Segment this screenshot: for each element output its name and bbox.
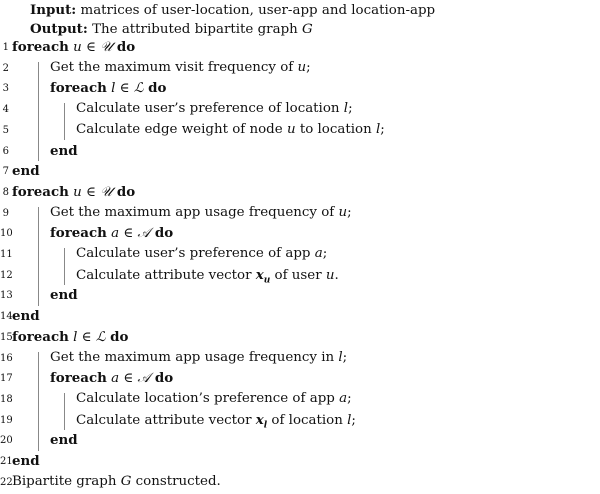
keyword: do (150, 225, 174, 242)
line-number: 16 (0, 352, 13, 364)
line-text (50, 80, 166, 96)
line-text (12, 163, 40, 179)
text: ; (322, 246, 328, 261)
math-symbol: u (68, 184, 82, 200)
input-label: Input: (30, 2, 77, 18)
math-symbol: G (120, 473, 132, 489)
text: ∈ (119, 371, 138, 387)
text: Calculate edge weight of node (76, 121, 287, 137)
text: ; (347, 204, 352, 220)
math-symbol: l (68, 329, 78, 345)
block-indent-line (64, 103, 65, 140)
math-symbol: x (255, 266, 264, 283)
line-number: 19 (0, 414, 13, 426)
keyword: do (112, 39, 136, 55)
text: Calculate user’s preference of location (76, 101, 344, 117)
output-var: G (302, 22, 313, 37)
line-text (50, 432, 78, 448)
keyword: end (12, 308, 40, 325)
text: ∈ (81, 184, 101, 200)
keyword: end (12, 163, 40, 180)
math-symbol: u (286, 121, 296, 137)
text: of user (270, 267, 326, 283)
text: Get the maximum visit frequency of (50, 59, 298, 75)
line-text (50, 60, 311, 75)
line-number: 22 (0, 476, 13, 488)
line-number: 4 (2, 104, 9, 116)
input-text: matrices of user-location, user-app and location-app (80, 3, 436, 18)
text: of location (267, 412, 348, 428)
line-text (50, 225, 173, 241)
line-number: 8 (2, 186, 9, 198)
line-text (50, 143, 78, 159)
block-indent-line (64, 248, 65, 285)
line-number: 17 (0, 373, 13, 385)
math-symbol: ℒ (95, 329, 106, 345)
text: . (334, 267, 339, 283)
text: ∈ (77, 329, 96, 345)
block-indent-line (38, 207, 39, 307)
text: constructed. (131, 473, 221, 489)
math-symbol: a (339, 390, 348, 406)
text: Calculate location’s preference of app (76, 390, 340, 406)
line-number: 5 (2, 124, 9, 136)
line-number: 2 (2, 62, 9, 74)
text: ; (347, 390, 352, 406)
line-text (12, 453, 40, 469)
keyword: do (143, 80, 167, 97)
line-text (12, 474, 221, 489)
line-number: 18 (0, 393, 13, 405)
output-label: Output: (30, 21, 88, 37)
text: ∈ (119, 226, 138, 242)
math-symbol: a (314, 246, 323, 261)
math-symbol: u (263, 275, 271, 286)
keyword: foreach (50, 370, 107, 387)
math-symbol: u (325, 267, 335, 283)
keyword: do (112, 183, 136, 200)
text: Calculate attribute vector (76, 412, 256, 428)
block-indent-line (64, 393, 65, 430)
line-text (50, 370, 173, 386)
text: ; (380, 121, 385, 137)
text: Calculate attribute vector (76, 267, 256, 283)
line-number: 21 (0, 456, 13, 467)
math-symbol: ℒ (133, 81, 144, 97)
math-symbol: 𝒰 (100, 184, 113, 200)
algorithm-input (30, 2, 435, 18)
math-symbol: u (338, 204, 348, 220)
keyword: end (50, 432, 78, 449)
output-text: The attributed bipartite graph (92, 22, 303, 37)
text: Bipartite graph (12, 473, 121, 489)
text: ; (348, 101, 353, 117)
line-number: 3 (2, 83, 9, 95)
math-symbol: u (68, 40, 82, 55)
math-symbol: a (106, 226, 120, 242)
text: ; (306, 59, 311, 75)
line-number: 11 (0, 249, 13, 260)
line-text (76, 122, 385, 137)
line-number: 15 (0, 331, 13, 343)
math-symbol: l (343, 101, 349, 117)
text: to location (295, 121, 376, 137)
math-symbol: l (106, 81, 116, 97)
math-symbol: 𝒜 (137, 371, 151, 387)
line-text (12, 329, 128, 345)
math-symbol: a (106, 371, 120, 387)
keyword: foreach (12, 39, 69, 55)
keyword: end (12, 453, 40, 469)
block-indent-line (38, 352, 39, 452)
text: ; (342, 349, 348, 365)
line-text (76, 267, 339, 286)
text: Get the maximum app usage frequency of (50, 204, 339, 220)
line-text (76, 246, 327, 261)
line-text (50, 350, 347, 365)
algorithm-output (30, 21, 313, 37)
math-symbol: l (263, 420, 268, 431)
keyword: foreach (50, 80, 107, 97)
math-symbol: 𝒰 (100, 40, 113, 55)
line-text (76, 391, 352, 406)
line-number: 14 (0, 311, 13, 323)
keyword: foreach (12, 183, 69, 200)
line-number: 9 (2, 207, 9, 219)
math-symbol: u (297, 59, 307, 75)
keyword: foreach (12, 328, 69, 345)
line-text (12, 39, 135, 55)
text: ∈ (81, 40, 101, 55)
line-number: 20 (0, 435, 13, 447)
line-text (76, 412, 356, 431)
line-number: 10 (0, 228, 13, 240)
line-text (50, 287, 78, 303)
line-number: 13 (0, 290, 13, 302)
math-symbol: x (255, 411, 264, 428)
keyword: end (50, 142, 78, 159)
math-symbol: l (375, 121, 381, 137)
math-symbol: 𝒜 (137, 226, 151, 242)
line-number: 6 (2, 145, 9, 157)
line-text (76, 101, 353, 116)
text: Get the maximum app usage frequency in (50, 349, 339, 365)
line-number: 1 (2, 42, 9, 53)
block-indent-line (38, 62, 39, 162)
text: ∈ (115, 81, 134, 97)
math-symbol: l (347, 412, 352, 428)
keyword: end (50, 287, 78, 304)
line-number: 7 (2, 166, 9, 178)
math-symbol: l (338, 349, 343, 365)
text: Calculate user’s preference of app (76, 246, 315, 261)
text: ; (351, 412, 356, 428)
keyword: do (150, 370, 174, 387)
line-text (12, 308, 40, 324)
line-text (12, 184, 135, 200)
keyword: foreach (50, 225, 107, 242)
line-number: 12 (0, 269, 13, 281)
keyword: do (105, 328, 129, 345)
line-text (50, 205, 352, 220)
